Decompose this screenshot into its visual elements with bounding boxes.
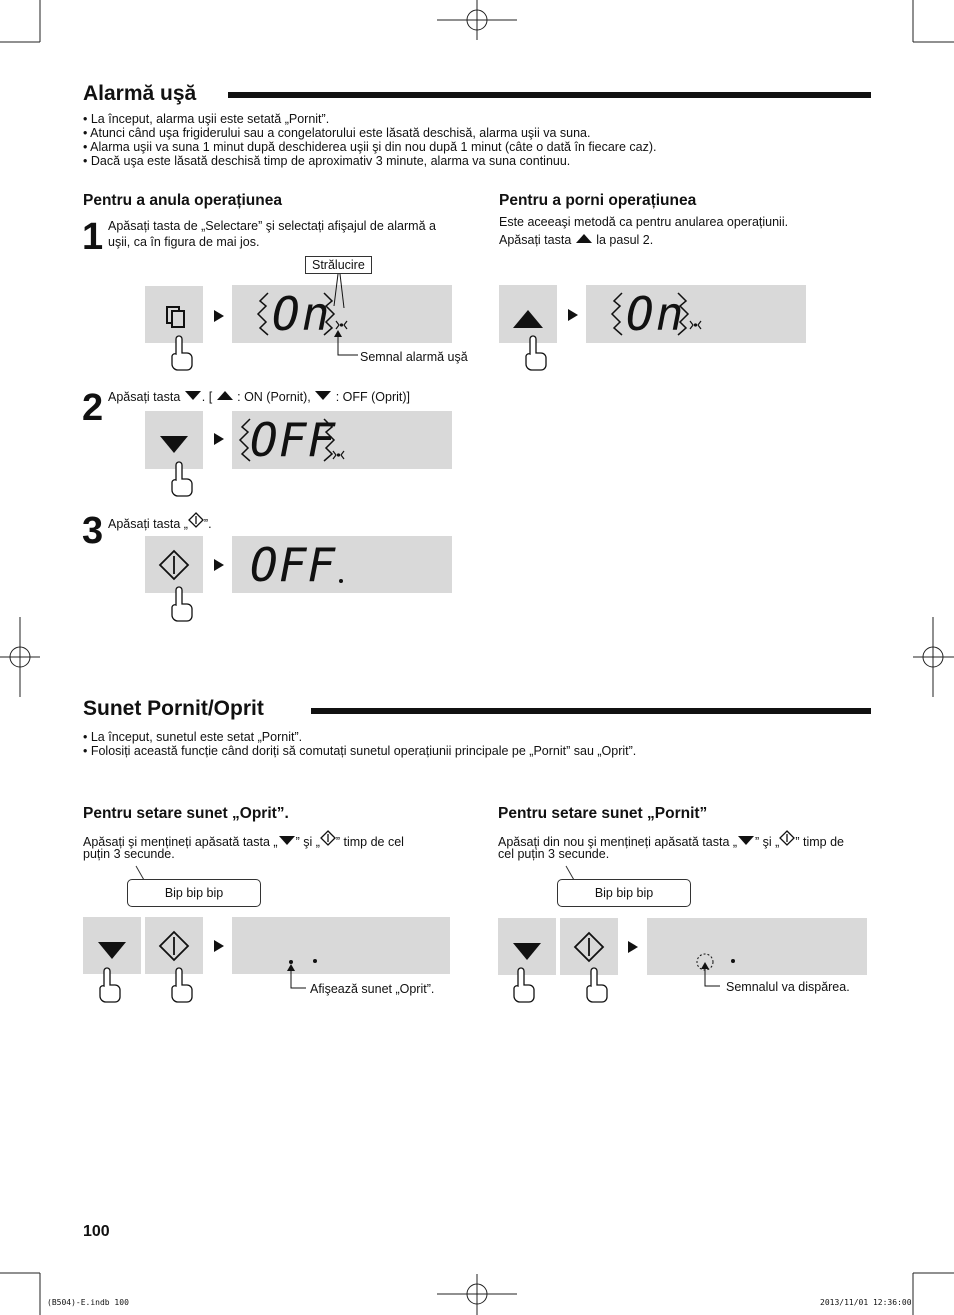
down-key[interactable]: [145, 411, 203, 469]
lcd-display: [647, 918, 867, 975]
alarm-bullets: [83, 112, 656, 168]
alarm-dot-indicator: [339, 579, 343, 583]
lcd-text: OFF: [250, 538, 337, 592]
bullet: • Dacă uşa este lăsată deschisă timp de aproximativ 3 minute, alarma va suna continuu.: [83, 154, 571, 168]
bullet: • La început, alarma uşii este setată „Pornit”.: [83, 112, 330, 126]
up-triangle-icon: [216, 390, 234, 401]
footer-date: 2013/11/01 12:36:00: [820, 1298, 912, 1307]
down-key[interactable]: [498, 918, 556, 975]
text-a: Apăsați din nou şi mențineți apăsată tasta „: [498, 835, 738, 849]
sound-off-text-2: puțin 3 secunde.: [83, 847, 175, 861]
step3-text: [108, 512, 212, 532]
finger-icon: [168, 587, 196, 623]
note-pointer: [698, 962, 728, 992]
bullet: • La început, sunetul este setat „Pornit”.: [83, 730, 303, 744]
text-a: Apăsați şi mențineți apăsată tasta „: [83, 835, 278, 849]
sound-section-title: Sunet Pornit/Oprit: [83, 697, 264, 720]
start-key[interactable]: [145, 917, 203, 974]
lcd-text: OFF: [250, 413, 337, 467]
select-icon: [145, 286, 203, 343]
start-heading: Pentru a porni operațiunea: [499, 192, 697, 209]
cancel-heading: Pentru a anula operațiunea: [83, 192, 282, 209]
arrow-icon: [214, 940, 224, 952]
text-c: ” timp de cel: [335, 835, 404, 849]
start-line1: Este aceeaşi metodă ca pentru anularea operațiunii.: [499, 215, 789, 229]
alarm-dot-indicator: [731, 959, 735, 963]
sound-on-heading: Pentru setare sunet „Pornit”: [498, 805, 708, 822]
text-c: ” timp de: [795, 835, 844, 849]
select-key[interactable]: [145, 286, 203, 343]
step3-a: Apăsați tasta „: [108, 517, 188, 531]
start-line2-b: la pasul 2.: [596, 233, 654, 247]
beep-bubble: Bip bip bip: [557, 879, 691, 907]
step2-d: : OFF (Oprit)]: [335, 390, 411, 404]
start-key[interactable]: [145, 536, 203, 593]
step2-a: Apăsați tasta: [108, 390, 181, 404]
down-triangle-icon: [314, 390, 332, 401]
down-triangle-icon: [278, 835, 296, 846]
arrow-icon: [214, 310, 224, 322]
start-line2: [499, 232, 653, 248]
sound-on-text-2: cel puțin 3 secunde.: [498, 847, 610, 861]
section-rule: [228, 92, 871, 98]
up-triangle-icon: [575, 233, 593, 244]
finger-icon: [168, 462, 196, 498]
alarm-dot-indicator: [313, 959, 317, 963]
text-b: ” şi „: [295, 835, 320, 849]
step3-b: ”.: [203, 517, 212, 531]
down-triangle-icon: [737, 835, 755, 846]
section-rule: [311, 708, 871, 714]
finger-icon: [510, 968, 538, 1004]
down-triangle-icon: [184, 390, 202, 401]
glare-label: Strălucire: [305, 256, 372, 274]
lcd-text: On: [626, 287, 686, 341]
bullet: • Folosiți această funcție când doriți să comutați sunetul operațiunii principale pe „Pornit” sau „Oprit”.: [83, 744, 637, 758]
up-triangle-icon: [499, 285, 557, 343]
step1-text: Apăsați tasta de „Selectare” şi selectați afişajul de alarmă a uşii, ca în figura de mai jos.: [108, 219, 436, 249]
bullet: • Atunci când uşa frigiderului sau a congelatorului este lăsată deschisă, alarma uşii va suna.: [83, 126, 591, 140]
start-diamond-icon: [145, 536, 203, 593]
alarm-section-title: Alarmă uşă: [83, 82, 197, 105]
step2-c: : ON (Pornit),: [237, 390, 311, 404]
arrow-icon: [214, 559, 224, 571]
down-triangle-icon: [145, 411, 203, 469]
up-key[interactable]: [499, 285, 557, 343]
signal-label: Semnal alarmă uşă: [360, 350, 468, 364]
step-number: 3: [82, 510, 104, 552]
step-number: 2: [82, 387, 104, 429]
start-diamond-icon: [779, 830, 795, 846]
down-triangle-icon: [83, 917, 141, 974]
sound-off-note: Afişează sunet „Oprit”.: [310, 982, 435, 996]
down-triangle-icon: [498, 918, 556, 975]
footer-file: (B504)-E.indb 100: [47, 1298, 129, 1307]
bullet: • Alarma uşii va suna 1 minut după deschiderea uşii şi din nou după 1 minut (câte o dată în fiecare caz).: [83, 140, 657, 154]
finger-icon: [168, 968, 196, 1004]
step2-text: [108, 389, 410, 405]
start-diamond-icon: [145, 917, 203, 974]
text-b: ” şi „: [755, 835, 780, 849]
glare-icon: [586, 285, 806, 343]
down-key[interactable]: [83, 917, 141, 974]
lcd-display: [232, 411, 452, 469]
lcd-display: [232, 917, 450, 974]
finger-icon: [522, 336, 550, 372]
sound-off-heading: Pentru setare sunet „Oprit”.: [83, 805, 289, 822]
finger-icon: [583, 968, 611, 1004]
start-diamond-icon: [560, 918, 618, 975]
finger-icon: [168, 336, 196, 372]
beep-bubble: Bip bip bip: [127, 879, 261, 907]
lcd-display: [232, 536, 452, 593]
lcd-text: On: [272, 287, 332, 341]
start-line2-a: Apăsați tasta: [499, 233, 572, 247]
arrow-icon: [568, 309, 578, 321]
step-number: 1: [82, 216, 104, 258]
arrow-icon: [628, 941, 638, 953]
start-diamond-icon: [188, 512, 204, 528]
sound-on-note: Semnalul va dispărea.: [726, 980, 850, 994]
start-diamond-icon: [320, 830, 336, 846]
finger-icon: [96, 968, 124, 1004]
lcd-display: [586, 285, 806, 343]
arrow-icon: [214, 433, 224, 445]
sound-bullets: [83, 730, 636, 758]
page-number: 100: [83, 1223, 110, 1240]
start-key[interactable]: [560, 918, 618, 975]
step2-b: . [: [201, 390, 213, 404]
